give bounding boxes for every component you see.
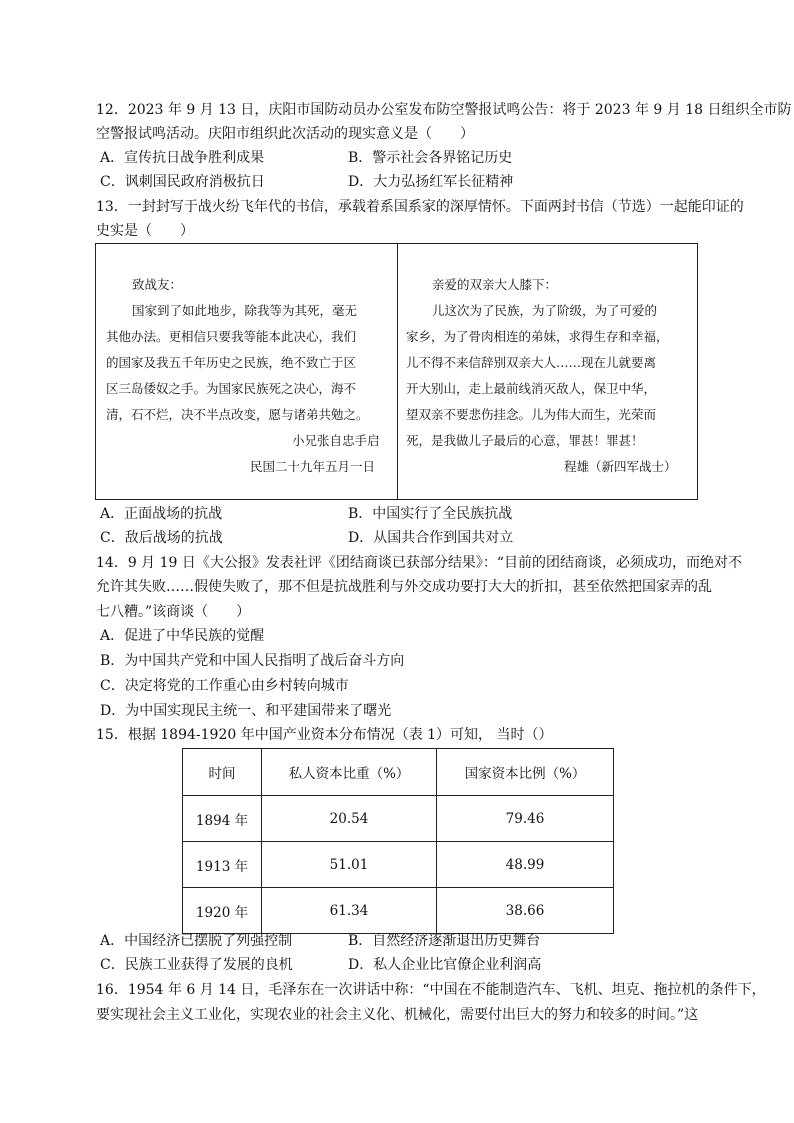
question-15-option-d: D．私人企业比官僚企业利润高	[348, 957, 542, 973]
table-cell: 1894 年	[183, 796, 262, 842]
question-12-stem-cont: 空警报试鸣活动。庆阳市组织此次活动的现实意义是（ ）	[96, 126, 474, 142]
table-header-row	[183, 749, 614, 796]
question-12-option-b: B．警示社会各界铭记历史	[348, 150, 513, 166]
table-cell: 79.46	[437, 796, 614, 842]
letter-left-signature: 小兄张自忠手启	[292, 433, 380, 448]
question-16-stem: 16．1954 年 6 月 14 日，毛泽东在一次讲话中称：“中国在不能制造汽车、飞机、坦克、拖拉机的条件下，	[96, 982, 766, 998]
table-row	[183, 796, 614, 842]
letter-left-date: 民国二十九年五月一日	[250, 459, 376, 474]
letter-right-line: 儿这次为了民族，为了阶级，为了可爱的	[432, 303, 658, 318]
table-cell: 61.34	[262, 888, 437, 934]
letter-left-salutation: 致战友：	[132, 277, 183, 292]
table-cell: 51.01	[262, 842, 437, 888]
question-13-option-c: C．敌后战场的抗战	[100, 530, 223, 546]
letters-box	[95, 243, 698, 500]
question-13-stem: 13．一封封写于战火纷飞年代的书信，承载着系国系家的深厚情怀。下面两封书信（节选）一起能印证的	[96, 199, 744, 215]
question-15-option-c: C．民族工业获得了发展的良机	[100, 957, 293, 973]
question-14-stem: 14．9 月 19 日《大公报》发表社评《团结商谈已获部分结果》：“目前的团结商谈，必须成功，而绝对不	[96, 555, 743, 571]
question-13-option-b: B．中国实行了全民族抗战	[348, 506, 513, 522]
question-14-option-c: C．决定将党的工作重心由乡村转向城市	[100, 678, 349, 694]
question-15-option-a: A．中国经济已摆脱了列强控制	[100, 933, 293, 949]
letter-right-line: 开大别山，走上最前线消灭敌人，保卫中华，	[406, 381, 657, 396]
letter-left-line: 其他办法。更相信只要我等能本此决心，我们	[106, 329, 357, 344]
table-cell: 1913 年	[183, 842, 262, 888]
question-15-stem: 15．根据 1894-1920 年中国产业资本分布情况（表 1）可知， 当时（）	[96, 727, 553, 743]
question-12-option-d: D．大力弘扬红军长征精神	[348, 174, 514, 190]
table-cell: 20.54	[262, 796, 437, 842]
question-13-option-a: A．正面战场的抗战	[100, 506, 223, 522]
table-row	[183, 888, 614, 934]
question-12-option-c: C．讽刺国民政府消极抗日	[100, 174, 265, 190]
letter-right-salutation: 亲爱的双亲大人膝下：	[432, 277, 558, 292]
question-16-stem-cont: 要实现社会主义工业化，实现农业的社会主义化、机械化，需要付出巨大的努力和较多的时间。”这	[96, 1007, 699, 1023]
letter-left-line: 区三岛倭奴之手。为国家民族死之决心，海不	[106, 381, 357, 396]
table-row	[183, 842, 614, 888]
capital-distribution-table	[182, 748, 614, 934]
letter-right-signature: 程雄（新四军战士）	[564, 459, 677, 474]
table-header-cell: 国家资本比例（%）	[437, 749, 614, 796]
letter-left-line: 的国家及我五千年历史之民族，绝不致亡于区	[106, 355, 357, 370]
letter-left-line: 国家到了如此地步，除我等为其死，毫无	[132, 303, 358, 318]
letter-left-line: 清，石不烂，决不半点改变，愿与诸弟共勉之。	[106, 407, 369, 422]
question-14-option-b: B．为中国共产党和中国人民指明了战后奋斗方向	[100, 653, 405, 669]
letters-divider	[397, 244, 398, 499]
question-14-option-a: A．促进了中华民族的觉醒	[100, 628, 265, 644]
table-header-cell: 时间	[183, 749, 262, 796]
letter-right-line: 儿不得不来信辞别双亲大人……现在儿就要离	[406, 355, 657, 370]
table-cell: 48.99	[437, 842, 614, 888]
letter-right-line: 望双亲不要悲伤挂念。儿为伟大而生，光荣而	[406, 407, 657, 422]
table-header-cell: 私人资本比重（%）	[262, 749, 437, 796]
question-12-option-a: A．宣传抗日战争胜利成果	[100, 150, 265, 166]
letter-right-line: 死，是我做儿子最后的心意，罪甚！罪甚！	[406, 433, 644, 448]
question-13-option-d: D．从国共合作到国共对立	[348, 530, 514, 546]
question-15-option-b: B．自然经济逐渐退出历史舞台	[348, 933, 541, 949]
question-14-stem-cont: 允许其失败……假使失败了，那不但是抗战胜利与外交成功要打大大的折扣，甚至依然把国家弄的乱	[96, 579, 712, 595]
table-cell: 38.66	[437, 888, 614, 934]
question-14-option-d: D．为中国实现民主统一、和平建国带来了曙光	[100, 703, 392, 719]
letter-right-line: 家乡，为了骨肉相连的弟妹，求得生存和幸福，	[406, 329, 669, 344]
table-cell: 1920 年	[183, 888, 262, 934]
question-12-stem: 12．2023 年 9 月 13 日，庆阳市国防动员办公室发布防空警报试鸣公告：将于 2023 年 9 月 18 日组织全市防	[96, 102, 792, 118]
question-13-stem-cont: 史实是（ ）	[96, 223, 194, 239]
question-14-stem-cont: 七八糟。”该商谈（ ）	[96, 604, 251, 620]
